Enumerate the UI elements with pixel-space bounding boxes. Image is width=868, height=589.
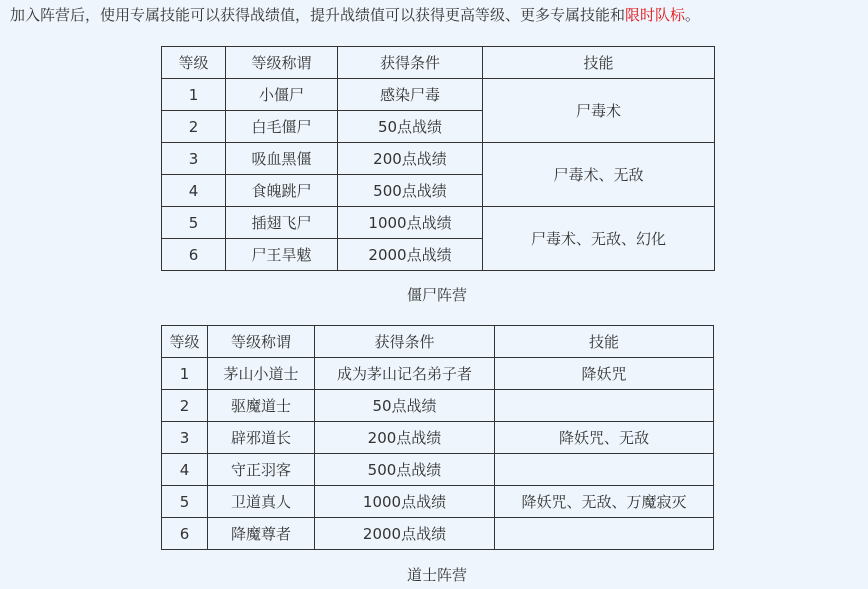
title-cell: 卫道真人 <box>208 486 315 518</box>
table-row <box>162 358 714 390</box>
taoist-faction-table <box>161 325 714 550</box>
table-row <box>162 390 714 422</box>
skill-cell: 尸毒术、无敌、幻化 <box>483 207 715 271</box>
skill-cell <box>495 518 714 550</box>
skill-cell <box>495 390 714 422</box>
level-cell: 4 <box>162 454 208 486</box>
skill-cell: 尸毒术、无敌 <box>483 143 715 207</box>
intro-main: 加入阵营后，使用专属技能可以获得战绩值，提升战绩值可以获得更高等级、更多专属技能和 <box>10 6 626 24</box>
zombie-faction-table <box>161 46 715 271</box>
condition-cell: 1000点战绩 <box>315 486 495 518</box>
title-cell: 食魄跳尸 <box>226 175 338 207</box>
taoist-table-caption: 道士阵营 <box>406 566 467 584</box>
intro-end: 。 <box>685 6 701 24</box>
level-cell: 6 <box>162 239 226 271</box>
title-cell: 茅山小道士 <box>208 358 315 390</box>
intro-text <box>10 4 700 26</box>
condition-cell: 1000点战绩 <box>338 207 483 239</box>
header-title: 等级称谓 <box>226 47 338 79</box>
table-row <box>162 454 714 486</box>
condition-cell: 感染尸毒 <box>338 79 483 111</box>
level-cell: 1 <box>162 79 226 111</box>
header-title: 等级称谓 <box>208 326 315 358</box>
table-header-row <box>162 326 714 358</box>
header-level: 等级 <box>162 326 208 358</box>
title-cell: 驱魔道士 <box>208 390 315 422</box>
table-row <box>162 422 714 454</box>
title-cell: 白毛僵尸 <box>226 111 338 143</box>
table-row <box>162 518 714 550</box>
level-cell: 5 <box>162 486 208 518</box>
level-cell: 3 <box>162 143 226 175</box>
zombie-table-caption: 僵尸阵营 <box>406 286 467 304</box>
title-cell: 小僵尸 <box>226 79 338 111</box>
title-cell: 吸血黑僵 <box>226 143 338 175</box>
header-skill: 技能 <box>483 47 715 79</box>
table-row <box>162 79 715 111</box>
condition-cell: 200点战绩 <box>315 422 495 454</box>
condition-cell: 50点战绩 <box>315 390 495 422</box>
title-cell: 降魔尊者 <box>208 518 315 550</box>
table-row <box>162 486 714 518</box>
table-row <box>162 207 715 239</box>
level-cell: 2 <box>162 111 226 143</box>
intro-highlight: 限时队标 <box>625 6 686 24</box>
condition-cell: 500点战绩 <box>338 175 483 207</box>
condition-cell: 2000点战绩 <box>338 239 483 271</box>
table-header-row <box>162 47 715 79</box>
condition-cell: 500点战绩 <box>315 454 495 486</box>
level-cell: 4 <box>162 175 226 207</box>
level-cell: 6 <box>162 518 208 550</box>
condition-cell: 200点战绩 <box>338 143 483 175</box>
level-cell: 5 <box>162 207 226 239</box>
table-row <box>162 143 715 175</box>
title-cell: 守正羽客 <box>208 454 315 486</box>
skill-cell: 降妖咒 <box>495 358 714 390</box>
header-level: 等级 <box>162 47 226 79</box>
skill-cell: 降妖咒、无敌 <box>495 422 714 454</box>
title-cell: 尸王旱魃 <box>226 239 338 271</box>
skill-cell <box>495 454 714 486</box>
condition-cell: 50点战绩 <box>338 111 483 143</box>
level-cell: 2 <box>162 390 208 422</box>
level-cell: 3 <box>162 422 208 454</box>
skill-cell: 降妖咒、无敌、万魔寂灭 <box>495 486 714 518</box>
header-skill: 技能 <box>495 326 714 358</box>
title-cell: 插翅飞尸 <box>226 207 338 239</box>
level-cell: 1 <box>162 358 208 390</box>
condition-cell: 2000点战绩 <box>315 518 495 550</box>
header-condition: 获得条件 <box>315 326 495 358</box>
skill-cell: 尸毒术 <box>483 79 715 143</box>
header-condition: 获得条件 <box>338 47 483 79</box>
title-cell: 辟邪道长 <box>208 422 315 454</box>
condition-cell: 成为茅山记名弟子者 <box>315 358 495 390</box>
